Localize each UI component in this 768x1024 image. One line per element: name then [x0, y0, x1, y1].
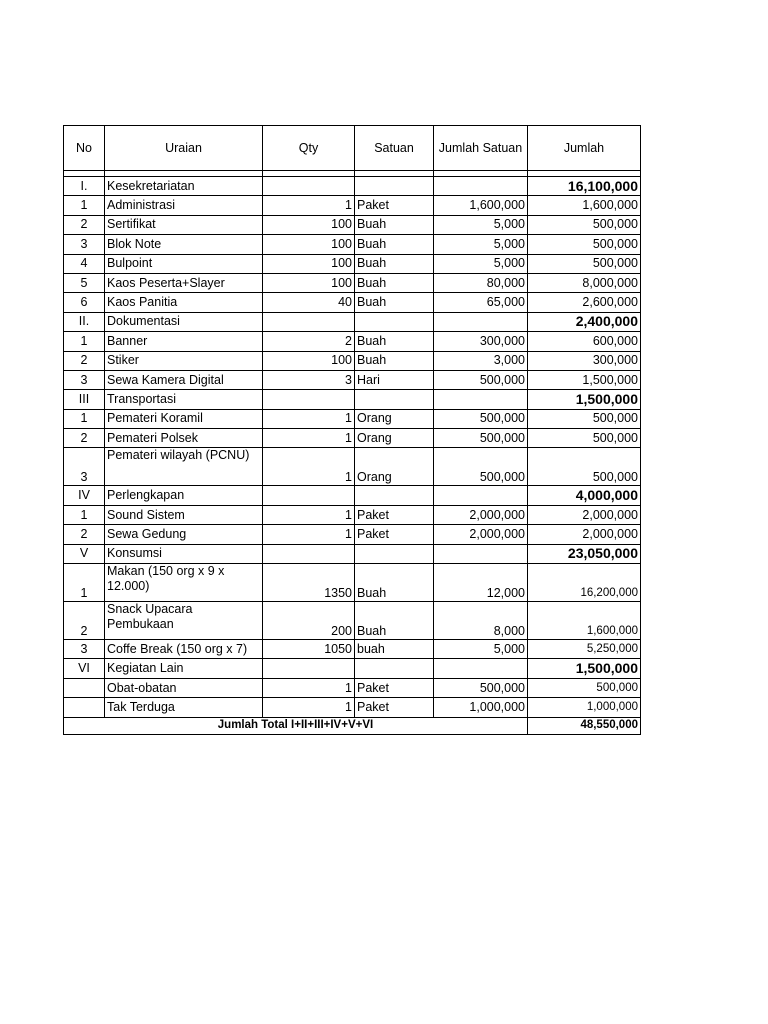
cell-jumlah: 16,100,000 — [528, 177, 641, 196]
cell-jumlah-satuan: 2,000,000 — [434, 505, 528, 524]
table-row — [64, 698, 641, 717]
cell-uraian: Snack Upacara Pembukaan — [105, 602, 263, 640]
cell-satuan: Buah — [355, 602, 434, 640]
cell-uraian: Bulpoint — [105, 254, 263, 273]
cell-satuan: Paket — [355, 698, 434, 717]
cell-no: 2 — [64, 351, 105, 370]
cell-jumlah: 8,000,000 — [528, 273, 641, 292]
table-row — [64, 235, 641, 254]
cell-jumlah-satuan: 8,000 — [434, 602, 528, 640]
table-row — [64, 196, 641, 215]
cell-uraian: Transportasi — [105, 390, 263, 409]
cell-no: 4 — [64, 254, 105, 273]
cell-satuan — [355, 544, 434, 563]
table-row — [64, 505, 641, 524]
section-row — [64, 486, 641, 505]
cell-jumlah-satuan — [434, 177, 528, 196]
cell-jumlah: 16,200,000 — [528, 564, 641, 602]
cell-jumlah: 23,050,000 — [528, 544, 641, 563]
cell-qty: 1 — [263, 409, 355, 428]
total-value: 48,550,000 — [528, 717, 641, 734]
cell-uraian: Coffe Break (150 org x 7) — [105, 640, 263, 659]
cell-jumlah: 2,600,000 — [528, 293, 641, 312]
budget-table — [63, 125, 641, 735]
cell-jumlah: 4,000,000 — [528, 486, 641, 505]
cell-jumlah-satuan — [434, 312, 528, 331]
header-satuan: Satuan — [355, 126, 434, 171]
cell-qty: 100 — [263, 215, 355, 234]
cell-qty: 200 — [263, 602, 355, 640]
cell-jumlah-satuan: 2,000,000 — [434, 525, 528, 544]
cell-jumlah-satuan: 65,000 — [434, 293, 528, 312]
cell-jumlah: 500,000 — [528, 235, 641, 254]
cell-jumlah: 500,000 — [528, 429, 641, 448]
section-row — [64, 544, 641, 563]
section-row — [64, 312, 641, 331]
table-row — [64, 602, 641, 640]
cell-satuan — [355, 312, 434, 331]
cell-qty: 1 — [263, 698, 355, 717]
header-row — [64, 126, 641, 171]
cell-no: 1 — [64, 332, 105, 351]
header-no: No — [64, 126, 105, 171]
header-jumlah: Jumlah — [528, 126, 641, 171]
cell-jumlah-satuan — [434, 486, 528, 505]
cell-satuan: Orang — [355, 429, 434, 448]
cell-jumlah: 500,000 — [528, 409, 641, 428]
cell-satuan: Buah — [355, 351, 434, 370]
cell-uraian: Kesekretariatan — [105, 177, 263, 196]
cell-qty: 40 — [263, 293, 355, 312]
section-row — [64, 177, 641, 196]
cell-satuan: Orang — [355, 448, 434, 486]
cell-satuan: Paket — [355, 196, 434, 215]
cell-jumlah-satuan: 500,000 — [434, 448, 528, 486]
cell-satuan: Paket — [355, 678, 434, 697]
cell-no: 2 — [64, 215, 105, 234]
cell-no: 5 — [64, 273, 105, 292]
table-row — [64, 429, 641, 448]
cell-jumlah-satuan: 500,000 — [434, 370, 528, 389]
table-row — [64, 273, 641, 292]
cell-qty: 100 — [263, 254, 355, 273]
cell-jumlah: 500,000 — [528, 215, 641, 234]
table-row — [64, 678, 641, 697]
cell-qty: 1 — [263, 429, 355, 448]
cell-qty: 2 — [263, 332, 355, 351]
cell-jumlah: 2,000,000 — [528, 505, 641, 524]
cell-no: 6 — [64, 293, 105, 312]
cell-no: I. — [64, 177, 105, 196]
cell-satuan: Buah — [355, 215, 434, 234]
cell-qty: 1 — [263, 448, 355, 486]
cell-jumlah-satuan: 80,000 — [434, 273, 528, 292]
table-row — [64, 525, 641, 544]
cell-satuan — [355, 177, 434, 196]
cell-uraian: Pemateri Polsek — [105, 429, 263, 448]
cell-jumlah-satuan: 5,000 — [434, 215, 528, 234]
cell-satuan: Buah — [355, 273, 434, 292]
cell-jumlah-satuan: 5,000 — [434, 254, 528, 273]
cell-uraian: Kaos Peserta+Slayer — [105, 273, 263, 292]
table-row — [64, 370, 641, 389]
table-row — [64, 351, 641, 370]
cell-no: IV — [64, 486, 105, 505]
table-row — [64, 254, 641, 273]
cell-no: II. — [64, 312, 105, 331]
section-row — [64, 390, 641, 409]
cell-satuan: Buah — [355, 293, 434, 312]
table-row — [64, 293, 641, 312]
cell-uraian: Dokumentasi — [105, 312, 263, 331]
cell-uraian: Sertifikat — [105, 215, 263, 234]
header-jumlah-satuan: Jumlah Satuan — [434, 126, 528, 171]
cell-jumlah: 600,000 — [528, 332, 641, 351]
cell-no: 2 — [64, 602, 105, 640]
cell-qty — [263, 177, 355, 196]
cell-satuan: Buah — [355, 564, 434, 602]
cell-jumlah: 1,600,000 — [528, 602, 641, 640]
cell-satuan — [355, 390, 434, 409]
cell-uraian: Pemateri wilayah (PCNU) — [105, 448, 263, 486]
cell-uraian: Blok Note — [105, 235, 263, 254]
cell-jumlah: 500,000 — [528, 254, 641, 273]
cell-satuan: Paket — [355, 505, 434, 524]
cell-qty: 1 — [263, 525, 355, 544]
cell-uraian: Kaos Panitia — [105, 293, 263, 312]
cell-qty: 1 — [263, 678, 355, 697]
cell-jumlah-satuan: 300,000 — [434, 332, 528, 351]
cell-qty: 1 — [263, 505, 355, 524]
total-row — [64, 717, 641, 734]
cell-jumlah-satuan: 500,000 — [434, 429, 528, 448]
cell-qty: 100 — [263, 273, 355, 292]
cell-qty — [263, 312, 355, 331]
cell-jumlah-satuan: 1,000,000 — [434, 698, 528, 717]
cell-jumlah-satuan: 1,600,000 — [434, 196, 528, 215]
cell-jumlah-satuan: 500,000 — [434, 678, 528, 697]
cell-qty: 3 — [263, 370, 355, 389]
cell-uraian: Stiker — [105, 351, 263, 370]
cell-qty — [263, 486, 355, 505]
cell-uraian: Administrasi — [105, 196, 263, 215]
cell-satuan: Buah — [355, 332, 434, 351]
cell-no — [64, 678, 105, 697]
cell-satuan: Buah — [355, 254, 434, 273]
cell-qty: 100 — [263, 351, 355, 370]
cell-jumlah: 5,250,000 — [528, 640, 641, 659]
cell-satuan: Hari — [355, 370, 434, 389]
cell-no: 2 — [64, 525, 105, 544]
budget-body — [64, 171, 641, 718]
cell-no: 1 — [64, 196, 105, 215]
cell-uraian: Kegiatan Lain — [105, 659, 263, 678]
cell-no: V — [64, 544, 105, 563]
cell-jumlah: 1,000,000 — [528, 698, 641, 717]
cell-no: 2 — [64, 429, 105, 448]
cell-uraian: Banner — [105, 332, 263, 351]
cell-jumlah: 2,000,000 — [528, 525, 641, 544]
total-label: Jumlah Total I+II+III+IV+V+VI — [64, 717, 528, 734]
cell-no: 3 — [64, 448, 105, 486]
cell-jumlah: 500,000 — [528, 448, 641, 486]
cell-satuan: Buah — [355, 235, 434, 254]
table-row — [64, 409, 641, 428]
cell-jumlah-satuan: 5,000 — [434, 640, 528, 659]
cell-satuan — [355, 659, 434, 678]
cell-jumlah: 1,500,000 — [528, 370, 641, 389]
cell-no — [64, 698, 105, 717]
cell-jumlah: 500,000 — [528, 678, 641, 697]
cell-jumlah: 1,600,000 — [528, 196, 641, 215]
cell-jumlah-satuan — [434, 390, 528, 409]
header-uraian: Uraian — [105, 126, 263, 171]
cell-no: VI — [64, 659, 105, 678]
header-qty: Qty — [263, 126, 355, 171]
cell-no: 1 — [64, 505, 105, 524]
cell-jumlah: 300,000 — [528, 351, 641, 370]
cell-no: 3 — [64, 640, 105, 659]
cell-qty: 100 — [263, 235, 355, 254]
cell-qty — [263, 544, 355, 563]
table-row — [64, 448, 641, 486]
cell-uraian: Makan (150 org x 9 x 12.000) — [105, 564, 263, 602]
cell-uraian: Obat-obatan — [105, 678, 263, 697]
table-row — [64, 640, 641, 659]
cell-uraian: Konsumsi — [105, 544, 263, 563]
cell-no: III — [64, 390, 105, 409]
cell-satuan: Orang — [355, 409, 434, 428]
cell-uraian: Sewa Kamera Digital — [105, 370, 263, 389]
cell-jumlah: 1,500,000 — [528, 659, 641, 678]
cell-uraian: Sewa Gedung — [105, 525, 263, 544]
cell-jumlah-satuan: 5,000 — [434, 235, 528, 254]
cell-satuan — [355, 486, 434, 505]
section-row — [64, 659, 641, 678]
cell-satuan: buah — [355, 640, 434, 659]
cell-jumlah: 1,500,000 — [528, 390, 641, 409]
table-row — [64, 215, 641, 234]
cell-jumlah-satuan — [434, 544, 528, 563]
cell-satuan: Paket — [355, 525, 434, 544]
cell-uraian: Sound Sistem — [105, 505, 263, 524]
cell-no: 1 — [64, 409, 105, 428]
cell-uraian: Perlengkapan — [105, 486, 263, 505]
cell-uraian: Tak Terduga — [105, 698, 263, 717]
cell-uraian: Pemateri Koramil — [105, 409, 263, 428]
cell-qty — [263, 390, 355, 409]
cell-jumlah-satuan — [434, 659, 528, 678]
cell-qty: 1 — [263, 196, 355, 215]
table-row — [64, 332, 641, 351]
cell-no: 3 — [64, 235, 105, 254]
cell-no: 1 — [64, 564, 105, 602]
cell-no: 3 — [64, 370, 105, 389]
cell-jumlah: 2,400,000 — [528, 312, 641, 331]
cell-jumlah-satuan: 12,000 — [434, 564, 528, 602]
cell-qty — [263, 659, 355, 678]
cell-jumlah-satuan: 3,000 — [434, 351, 528, 370]
cell-qty: 1050 — [263, 640, 355, 659]
cell-qty: 1350 — [263, 564, 355, 602]
table-row — [64, 564, 641, 602]
cell-jumlah-satuan: 500,000 — [434, 409, 528, 428]
